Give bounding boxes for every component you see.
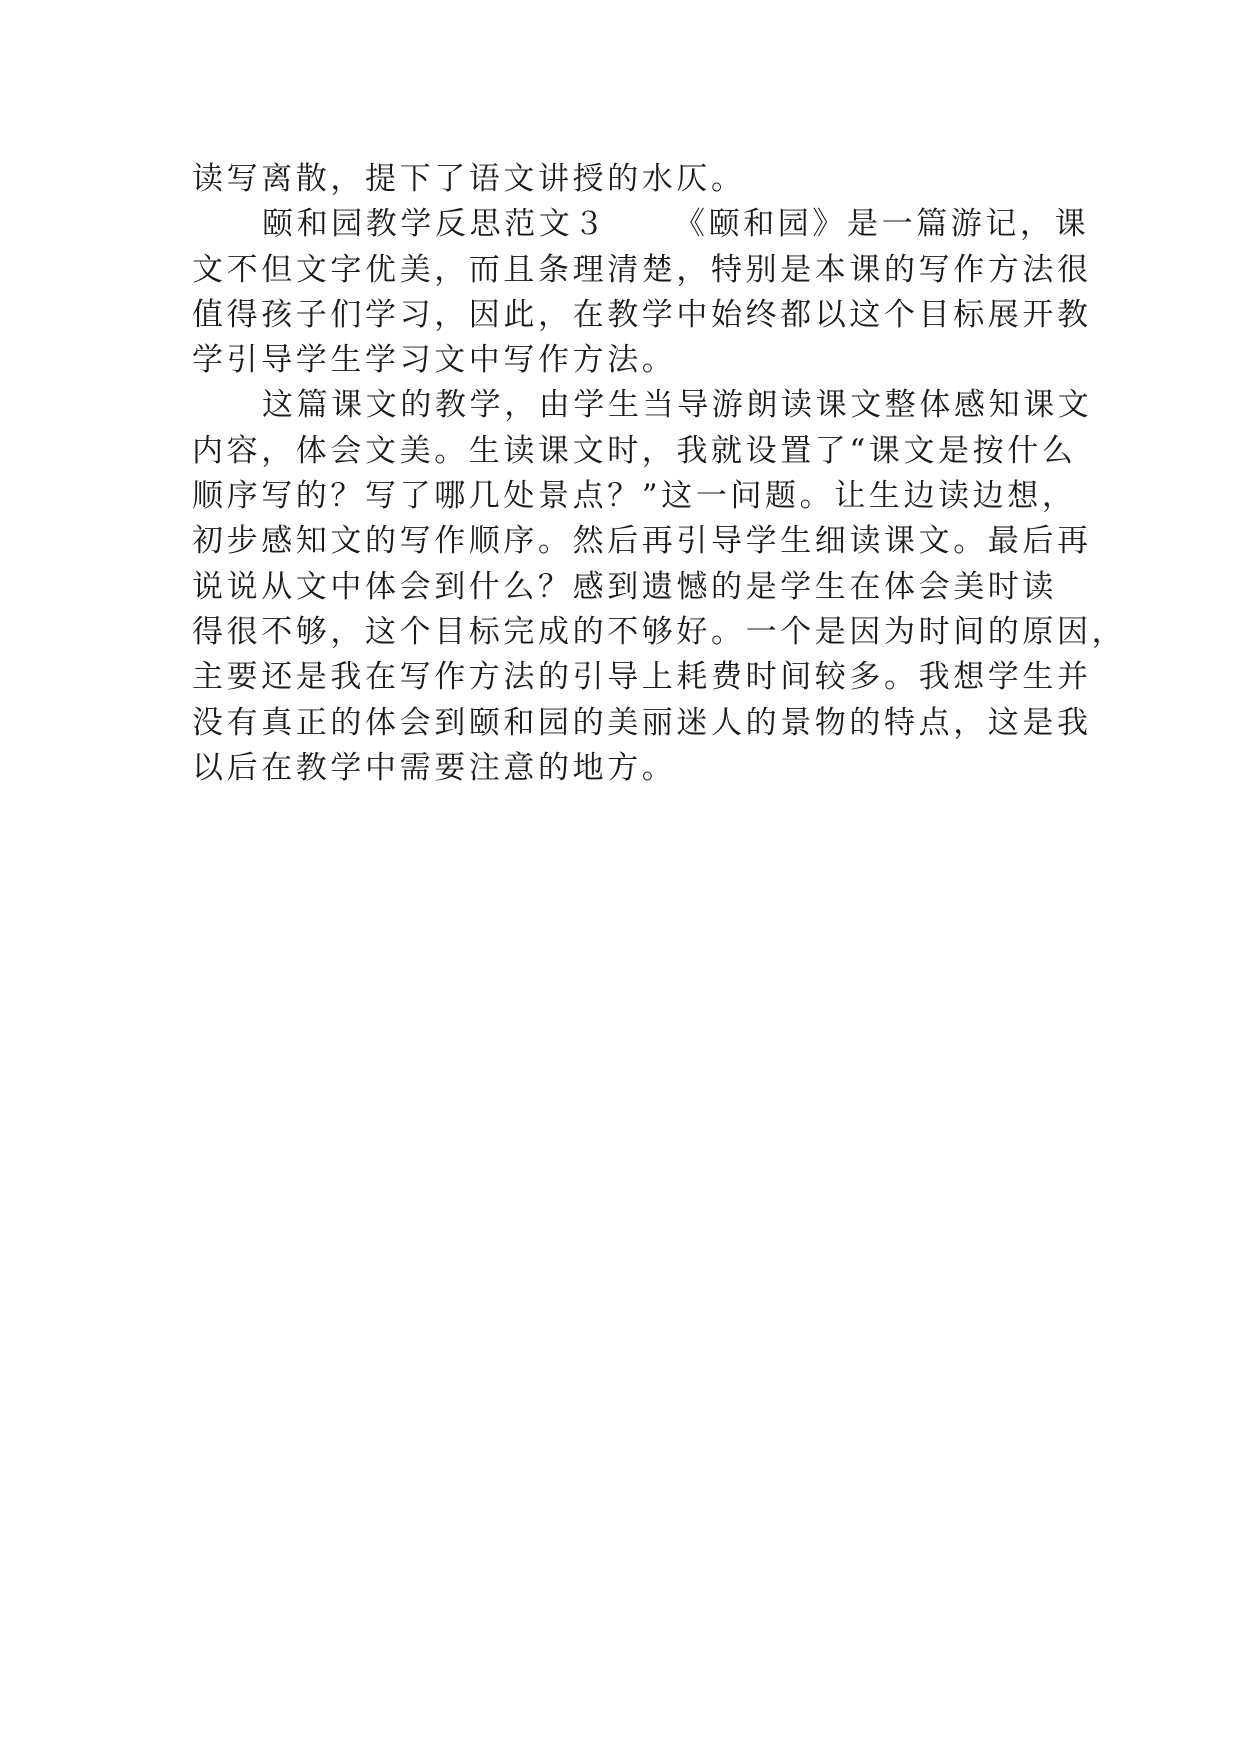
text-line: 主要还是我在写作方法的引导上耗费时间较多。我想学生并 bbox=[192, 659, 1092, 696]
text-line: 顺序写的？写了哪几处景点？”这一问题。让生边读边想， bbox=[192, 478, 1077, 515]
text-line: 学引导学生学习文中写作方法。 bbox=[192, 342, 677, 379]
text-line: 读写离散，提下了语文讲授的水仄。 bbox=[192, 161, 746, 197]
text-line: 初步感知文的写作顺序。然后再引导学生细读课文。最后再 bbox=[192, 523, 1092, 560]
text-line: 内容，体会文美。生读课文时，我就设置了“课文是按什么 bbox=[192, 432, 1077, 469]
paragraph-2 bbox=[192, 202, 1092, 383]
document-body bbox=[192, 157, 1127, 791]
text-fragment: 《颐和园》是一篇游记，课 bbox=[674, 206, 1090, 243]
text-line: 这篇课文的教学，由学生当导游朗读课文整体感知课文 bbox=[262, 387, 1093, 424]
text-line: 说说从文中体会到什么？感到遗憾的是学生在体会美时读 bbox=[192, 568, 1057, 605]
text-line: 得很不够，这个目标完成的不够好。一个是因为时间的原因， bbox=[192, 613, 1127, 650]
section-heading: 颐和园教学反思范文３ bbox=[262, 206, 608, 243]
text-line bbox=[192, 202, 1090, 247]
text-line: 值得孩子们学习，因此，在教学中始终都以这个目标展开教 bbox=[192, 296, 1092, 333]
text-line: 没有真正的体会到颐和园的美丽迷人的景物的特点，这是我 bbox=[192, 704, 1092, 741]
paragraph-1 bbox=[192, 157, 1068, 202]
text-line: 文不但文字优美，而且条理清楚，特别是本课的写作方法很 bbox=[192, 251, 1092, 288]
paragraph-3 bbox=[192, 383, 1127, 791]
text-line: 以后在教学中需要注意的地方。 bbox=[192, 749, 677, 786]
